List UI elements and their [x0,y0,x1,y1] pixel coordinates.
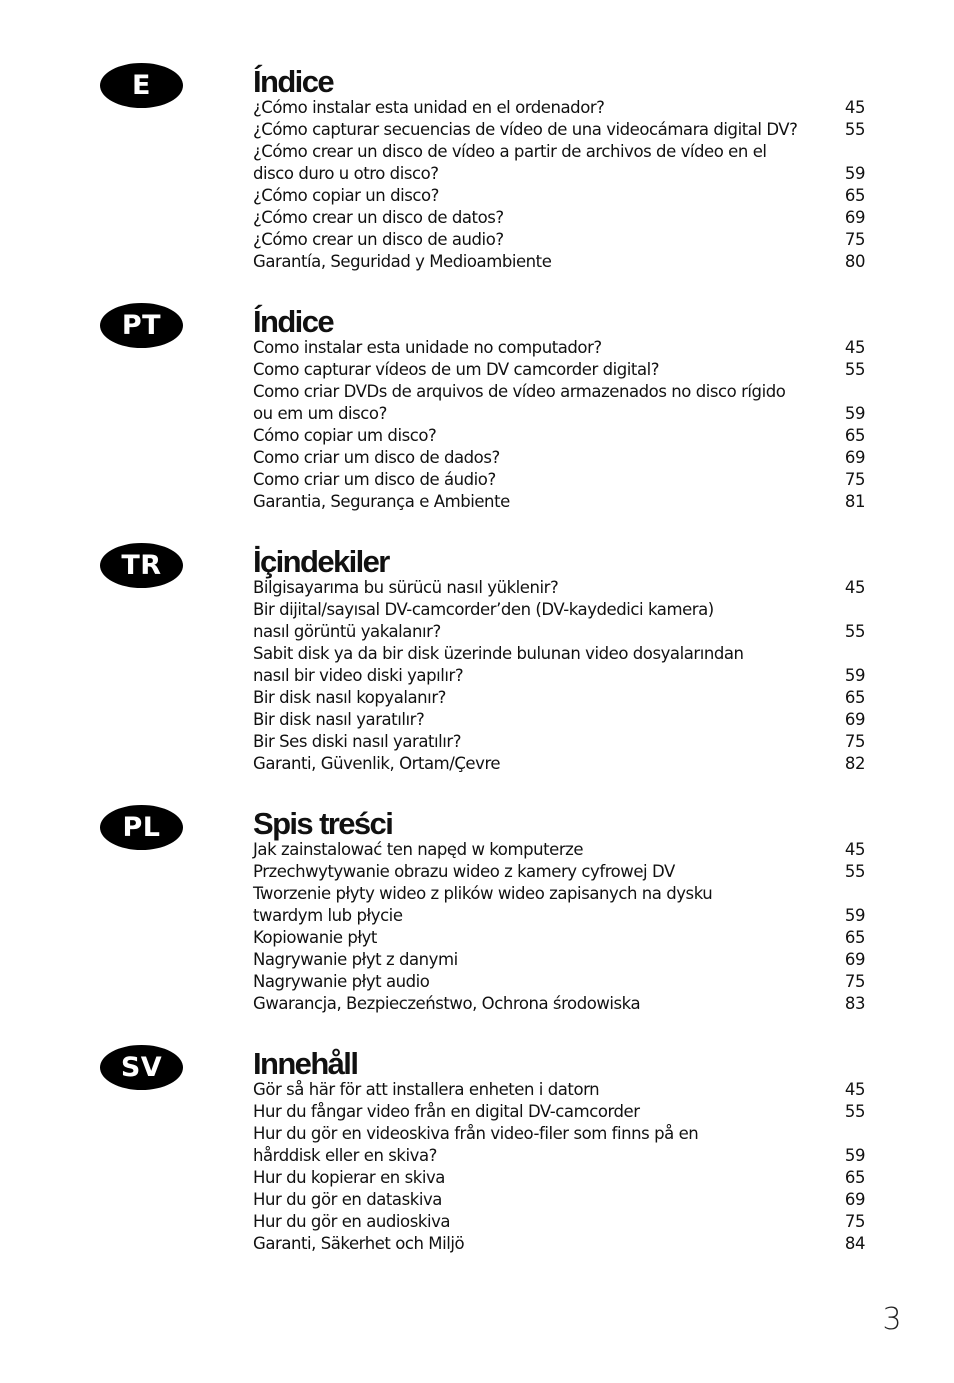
toc-entry-page: 80 [844,252,865,271]
toc-entry-page: 82 [844,754,865,773]
toc-entry-text: Bilgisayarıma bu sürücü nasıl yüklenir? [253,578,559,597]
toc-entry-page: 81 [844,492,865,511]
language-badge: PL [100,805,183,850]
toc-entry-text: Garanti, Güvenlik, Ortam/Çevre [253,754,501,773]
toc-entry [253,599,865,643]
toc-entry-text: Cómo copiar um disco? [253,426,437,445]
toc-entry [253,1079,865,1101]
toc-entry-page: 59 [844,906,865,925]
toc-entry-page: 45 [844,1080,865,1099]
toc-entry-text: Bir disk nasıl kopyalanır? [253,688,446,707]
toc-entry-page: 75 [844,470,865,489]
toc-entry-text: Como criar DVDs de arquivos de vídeo armazenados no disco rígido [253,382,786,401]
toc-entry-page: 69 [844,950,865,969]
toc-entry [253,1233,865,1255]
toc-entry [253,469,865,491]
toc-entry [253,1101,865,1123]
page-number: 3 [882,1302,902,1337]
toc-entry-text: Garantia, Segurança e Ambiente [253,492,510,511]
toc-entry [253,1211,865,1233]
toc-entry [253,993,865,1015]
toc-entry-text: Tworzenie płyty wideo z plików wideo zapisanych na dysku [253,884,713,903]
language-badge: TR [100,543,183,588]
toc-entry-text: ¿Cómo instalar esta unidad en el ordenador? [253,98,605,117]
toc-entry-text: Bir Ses diski nasıl yaratılır? [253,732,462,751]
toc-entry-list [253,839,865,1015]
toc-entry-page: 75 [844,230,865,249]
toc-entry-page: 69 [844,1190,865,1209]
toc-entry [253,119,865,141]
toc-entry-page: 65 [844,688,865,707]
toc-entry-text: Przechwytywanie obrazu wideo z kamery cyfrowej DV [253,862,675,881]
toc-entry [253,425,865,447]
toc-entry-page: 65 [844,928,865,947]
toc-entry-page: 55 [844,360,865,379]
toc-entry-page: 45 [844,578,865,597]
toc-entry-page: 75 [844,972,865,991]
toc-entry-page: 59 [844,666,865,685]
toc-entry [253,337,865,359]
toc-entry-page: 45 [844,338,865,357]
toc-entry-text: Como instalar esta unidade no computador? [253,338,602,357]
toc-entry-page: 65 [844,186,865,205]
toc-entry-page: 55 [844,862,865,881]
toc-entry-page: 59 [844,404,865,423]
toc-entry [253,251,865,273]
toc-entry [253,1123,865,1167]
toc-entry-page: 69 [844,448,865,467]
toc-entry [253,687,865,709]
toc-entry [253,141,865,185]
toc-entry [253,643,865,687]
section-title: İçindekiler [253,544,389,579]
toc-entry [253,185,865,207]
toc-entry-page: 45 [844,840,865,859]
toc-entry-page: 69 [844,208,865,227]
toc-entry [253,709,865,731]
toc-entry-page: 55 [844,622,865,641]
toc-entry-text: nasıl bir video diski yapılır? [253,666,464,685]
toc-entry-text: Nagrywanie płyt audio [253,972,430,991]
toc-entry-page: 65 [844,426,865,445]
toc-entry-text: Kopiowanie płyt [253,928,377,947]
toc-entry-page: 75 [844,1212,865,1231]
toc-entry [253,359,865,381]
toc-entry [253,883,865,927]
toc-entry-text: Como capturar vídeos de um DV camcorder digital? [253,360,660,379]
toc-entry [253,731,865,753]
toc-entry [253,577,865,599]
toc-entry-list [253,337,865,513]
toc-entry-text: Hur du gör en audioskiva [253,1212,451,1231]
toc-entry-text: Garantía, Seguridad y Medioambiente [253,252,552,271]
toc-entry-page: 59 [844,164,865,183]
toc-entry [253,381,865,425]
language-badge: PT [100,303,183,348]
toc-entry [253,491,865,513]
toc-entry [253,839,865,861]
toc-entry-page: 69 [844,710,865,729]
toc-entry [253,949,865,971]
toc-entry-text: ¿Cómo crear un disco de vídeo a partir de archivos de vídeo en el [253,142,767,161]
toc-entry [253,1189,865,1211]
toc-entry [253,229,865,251]
toc-entry-text: Garanti, Säkerhet och Miljö [253,1234,465,1253]
toc-entry-list [253,97,865,273]
toc-entry-text: Sabit disk ya da bir disk üzerinde bulunan video dosyalarından [253,644,744,663]
toc-entry-text: ¿Cómo capturar secuencias de vídeo de una videocámara digital DV? [253,120,798,139]
toc-entry-text: ¿Cómo crear un disco de datos? [253,208,504,227]
toc-entry-text: ¿Cómo crear un disco de audio? [253,230,504,249]
toc-entry [253,971,865,993]
toc-entry-page: 55 [844,1102,865,1121]
toc-entry-text: twardym lub płycie [253,906,403,925]
toc-entry-text: nasıl görüntü yakalanır? [253,622,441,641]
toc-entry-text: Hur du gör en videoskiva från video-filer som finns på en [253,1124,699,1143]
toc-entry-page: 83 [844,994,865,1013]
toc-entry [253,927,865,949]
toc-entry [253,447,865,469]
toc-entry [253,97,865,119]
toc-entry-text: Hur du fångar video från en digital DV-camcorder [253,1102,640,1121]
section-title: Innehåll [253,1046,358,1081]
toc-entry-text: Nagrywanie płyt z danymi [253,950,458,969]
toc-entry-page: 65 [844,1168,865,1187]
toc-entry-text: Jak zainstalować ten napęd w komputerze [253,840,584,859]
toc-entry-page: 55 [844,120,865,139]
toc-entry-text: Como criar um disco de áudio? [253,470,496,489]
toc-entry [253,861,865,883]
section-title: Spis treści [253,806,393,841]
toc-entry-text: Hur du gör en dataskiva [253,1190,442,1209]
language-badge: E [100,63,183,108]
toc-entry-page: 59 [844,1146,865,1165]
toc-entry-text: hårddisk eller en skiva? [253,1146,437,1165]
toc-entry-text: Gwarancja, Bezpieczeństwo, Ochrona środowiska [253,994,641,1013]
toc-entry-text: ¿Cómo copiar un disco? [253,186,439,205]
toc-entry-list [253,577,865,775]
toc-entry-text: Bir dijital/sayısal DV-camcorder’den (DV-kaydedici kamera) [253,600,714,619]
section-title: Índice [253,304,333,339]
toc-entry-text: Como criar um disco de dados? [253,448,500,467]
toc-entry-text: Hur du kopierar en skiva [253,1168,445,1187]
section-title: Índice [253,64,333,99]
toc-entry-text: ou em um disco? [253,404,387,423]
toc-entry-text: disco duro u otro disco? [253,164,439,183]
toc-entry-list [253,1079,865,1255]
language-badge: SV [100,1045,183,1090]
toc-entry [253,753,865,775]
toc-entry-text: Gör så här för att installera enheten i datorn [253,1080,600,1099]
toc-entry-text: Bir disk nasıl yaratılır? [253,710,425,729]
toc-entry [253,207,865,229]
toc-entry-page: 45 [844,98,865,117]
toc-entry-page: 84 [844,1234,865,1253]
toc-entry [253,1167,865,1189]
toc-entry-page: 75 [844,732,865,751]
